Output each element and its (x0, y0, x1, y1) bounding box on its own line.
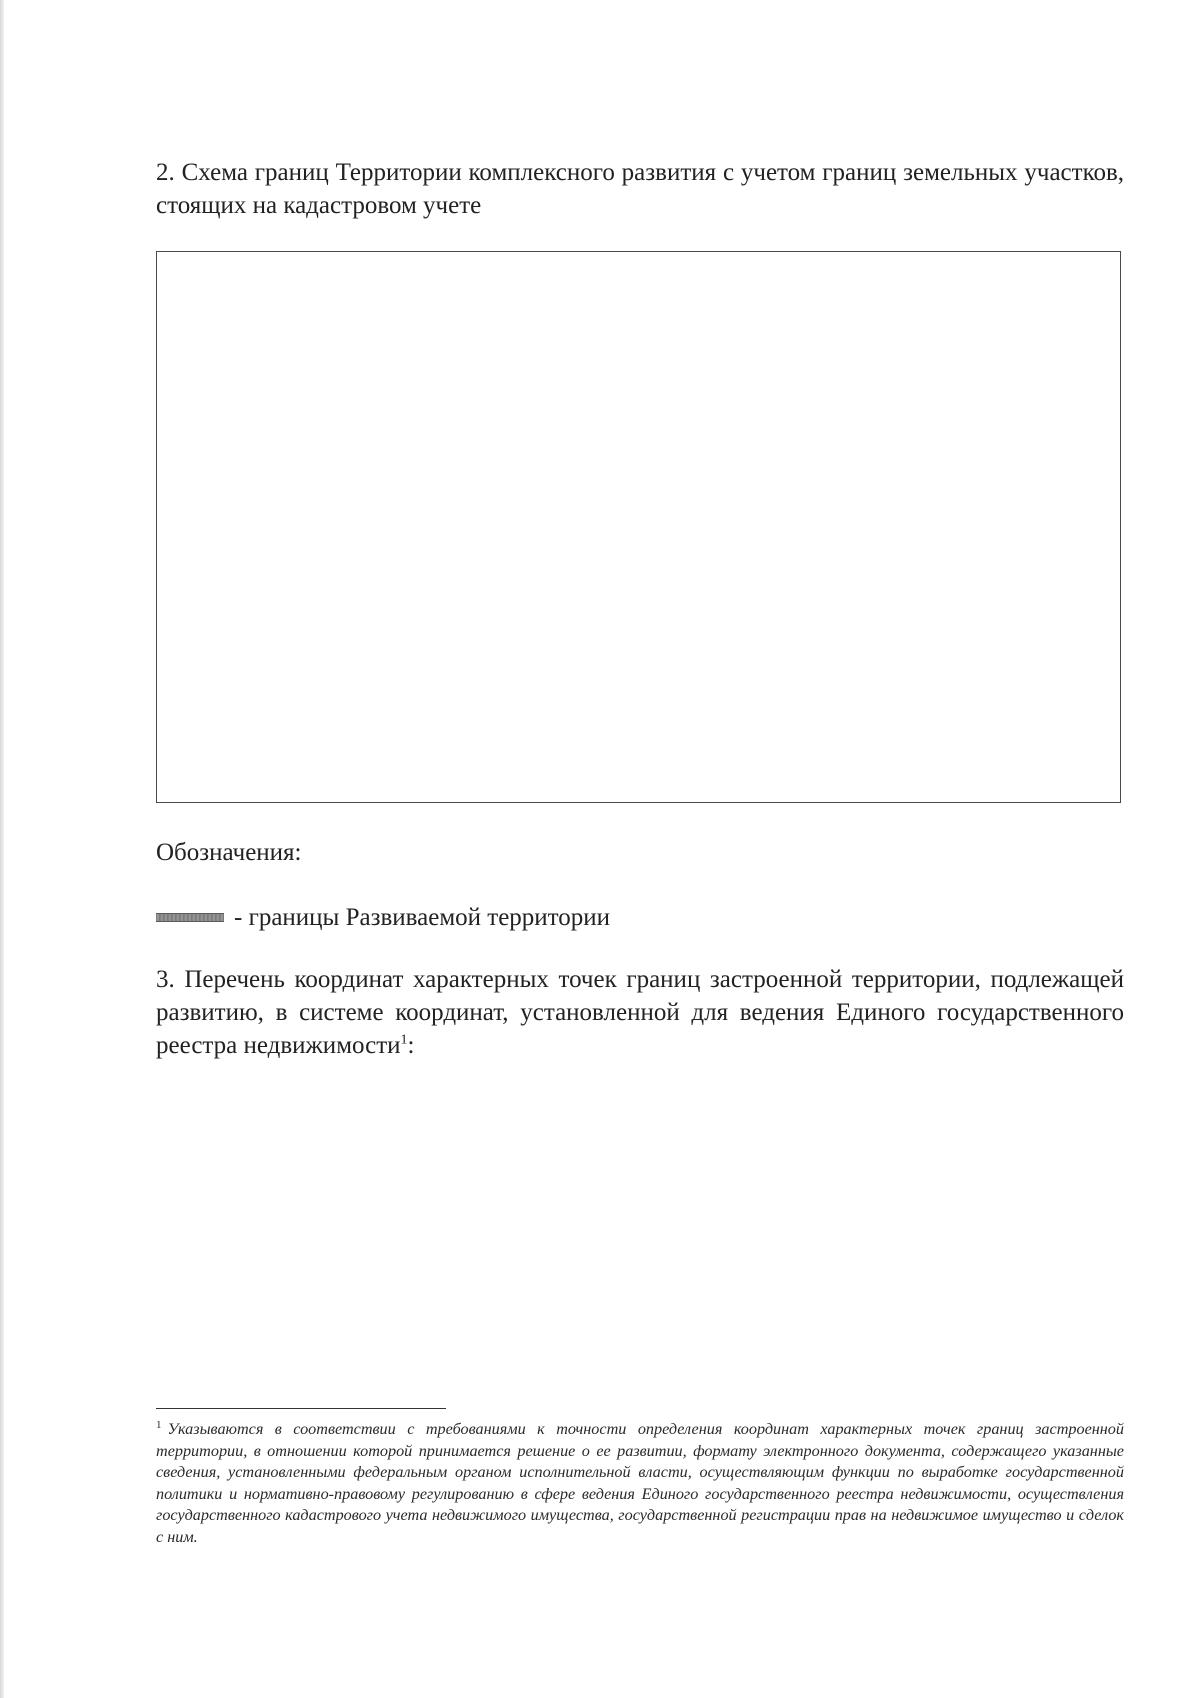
footnote-text: Указываются в соответствии с требованиями к точности определения координат характерных точек границ застроенной территории, в отношении которой принимается решение о ее развитии, формату электронного документа, содержащего указанные сведения, установленными федеральным органом исполнительной власти, осуществляющим функции по выработке государственной политики и нормативно-правовому регулированию в сфере ведения Единого государственного реестра недвижимости, осуществления государственного кадастрового учета недвижимого имущества, государственной регистрации прав на недвижимое имущество и сделок с ним. (156, 1420, 1124, 1546)
footnote (156, 1419, 1124, 1548)
footnote-mark: 1 (156, 1418, 162, 1431)
section-3-title-text: 3. Перечень координат характерных точек границ застроенной территории, подлежащей развитию, в системе координат, установленной для ведения Единого государственного реестра недвижимости (156, 966, 1124, 1059)
section-3-title-suffix: : (407, 1032, 415, 1059)
scan-edge (0, 0, 4, 1698)
legend-item (156, 900, 610, 934)
section-2-title: 2. Схема границ Территории комплексного развития с учетом границ земельных участков, стоящих на кадастровом учете (156, 159, 1124, 219)
footnote-reference[interactable]: 1 (400, 1032, 408, 1048)
boundary-line-icon (156, 913, 224, 922)
footnote-divider (156, 1408, 446, 1409)
legend-item-label: - границы Развиваемой территории (234, 903, 611, 931)
legend-heading: Обозначения: (156, 839, 302, 866)
scheme-map-frame (156, 251, 1121, 803)
section-3-title (156, 963, 1124, 1062)
